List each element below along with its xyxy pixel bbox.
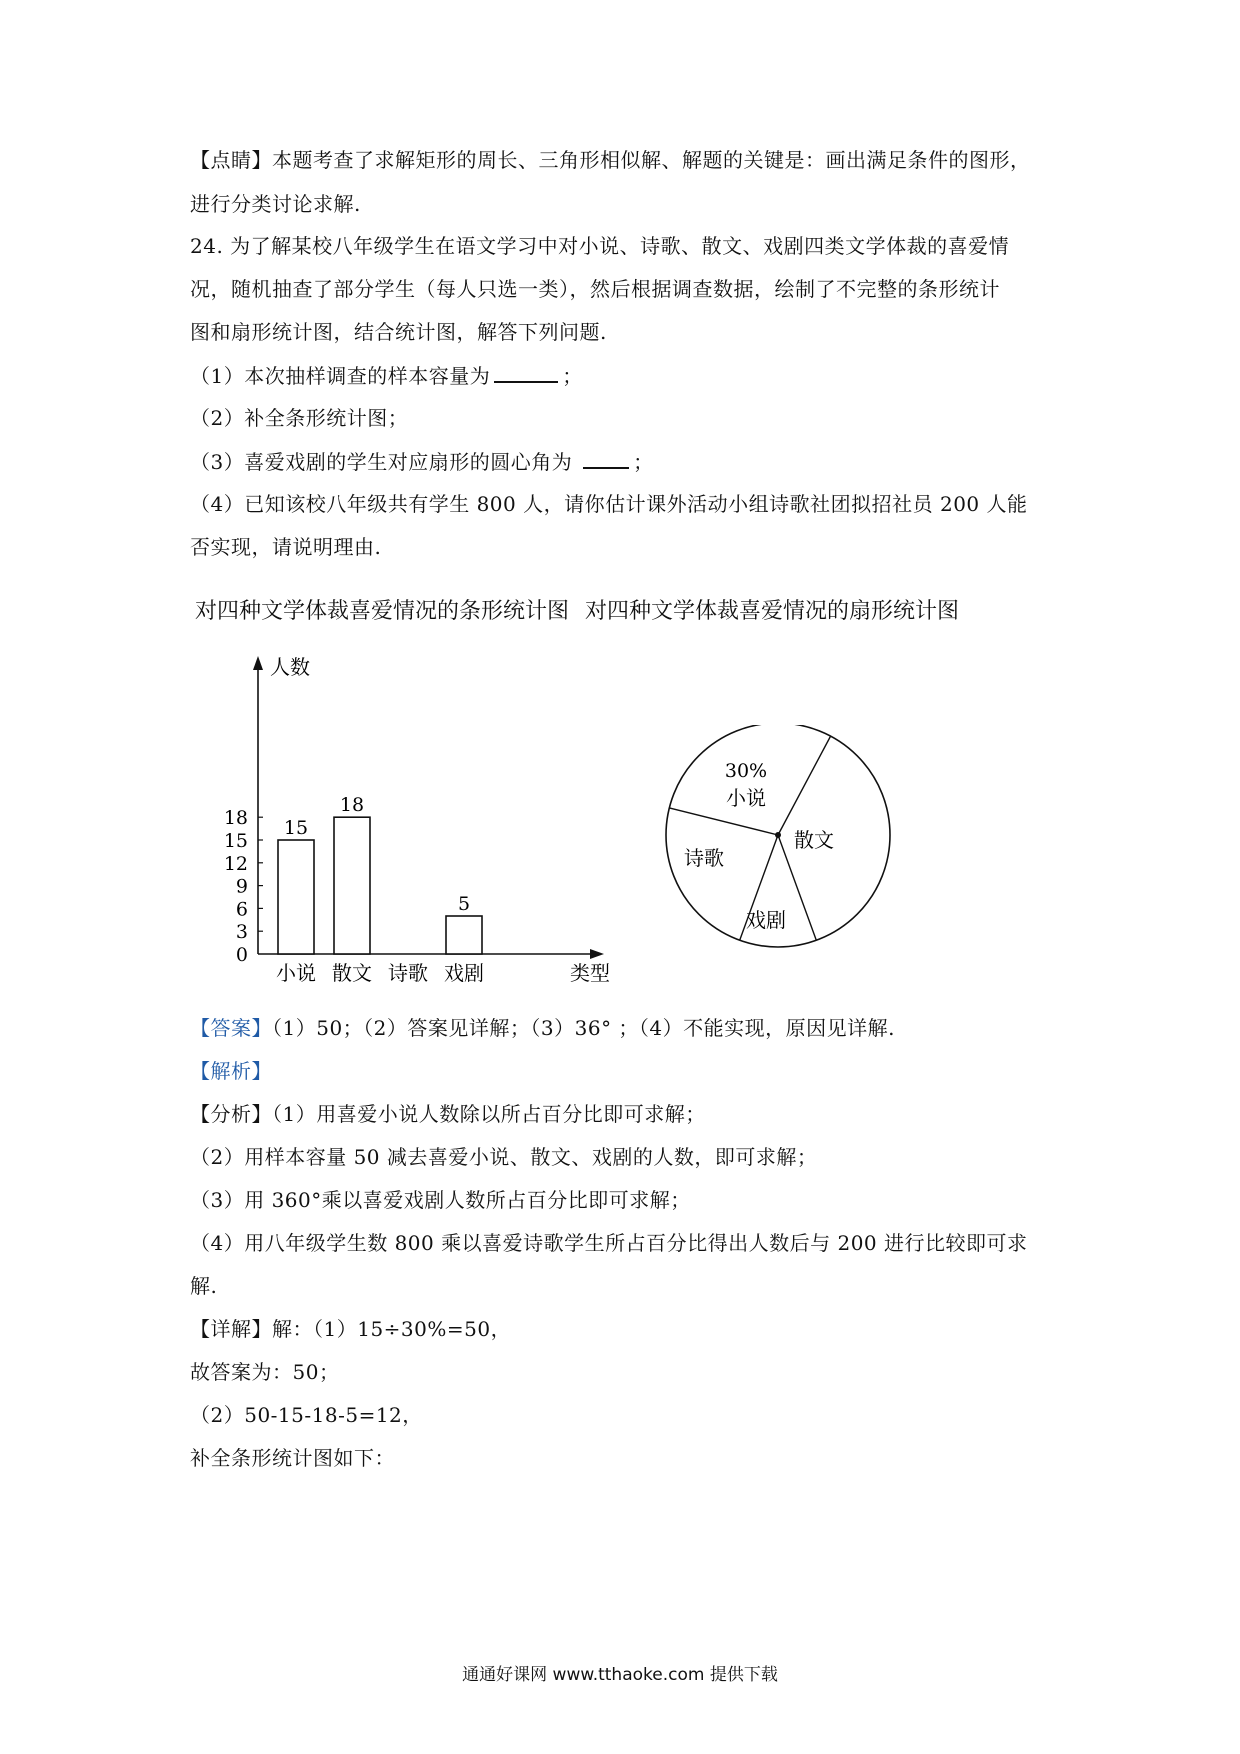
answer-blank-1: [494, 361, 558, 383]
x-tick-label: 小说: [276, 961, 316, 985]
chart-captions: [195, 594, 975, 625]
y-axis-label: 人数: [270, 655, 310, 679]
x-tick-label: 戏剧: [444, 961, 484, 985]
pie-slice-label: 诗歌: [684, 846, 724, 870]
bar-data-label: 15: [283, 817, 309, 839]
x-tick-label: 诗歌: [388, 961, 428, 985]
sub-question-1: [190, 361, 583, 390]
dianjing-line-2: 进行分类讨论求解.: [190, 192, 361, 216]
x-axis-arrow: [590, 949, 604, 959]
x-axis-label: 类型: [570, 961, 610, 985]
pie-chart: [660, 725, 900, 965]
answer-line: [190, 1014, 895, 1042]
pie-slice-label: 小说: [726, 786, 766, 810]
answer-text: （1）50；（2）答案见详解；（3）36° ；（4）不能实现，原因见详解.: [272, 1016, 896, 1040]
bar-data-label: 5: [457, 893, 471, 915]
question-24-line-3: 图和扇形统计图，结合统计图，解答下列问题.: [190, 320, 607, 344]
sub-question-3-end: ；: [633, 450, 654, 474]
sub-question-4-line-2: 否实现，请说明理由.: [190, 535, 382, 559]
xiangjie-line-1: 【详解】解：（1）15÷30%=50，: [190, 1317, 512, 1341]
pie-slice-label: 散文: [794, 828, 834, 852]
y-tick-label: 9: [235, 875, 248, 898]
jiexi-label: 【解析】: [190, 1059, 272, 1083]
y-tick-label: 6: [235, 898, 248, 921]
pie-slice-label: 戏剧: [746, 908, 786, 932]
y-tick-label: 0: [235, 944, 248, 966]
answer-label: 【答案】: [190, 1016, 272, 1040]
xiangjie-line-4: 补全条形统计图如下：: [190, 1446, 395, 1470]
bar: [334, 817, 370, 954]
fenxi-line-1: 【分析】（1）用喜爱小说人数除以所占百分比即可求解；: [190, 1102, 706, 1126]
sub-question-2: （2）补全条形统计图；: [190, 406, 409, 430]
pie-chart-title: 对四种文学体裁喜爱情况的扇形统计图: [585, 599, 960, 624]
question-24-line-2: 况，随机抽查了部分学生（每人只选一类），然后根据调查数据，绘制了不完整的条形统计: [190, 277, 1000, 301]
fenxi-line-4: （4）用八年级学生数 800 乘以喜爱诗歌学生所占百分比得出人数后与 200 进行比较即可求: [190, 1231, 1028, 1255]
pie-center: [775, 832, 781, 838]
pie-percent-label: 30%: [724, 760, 768, 782]
xiangjie-line-2: 故答案为：50；: [190, 1360, 340, 1384]
question-24-line-1: 24. 为了解某校八年级学生在语文学习中对小说、诗歌、散文、戏剧四类文学体裁的喜爱情: [190, 234, 1010, 258]
bar-data-label: 18: [339, 794, 365, 817]
sub-question-3: [190, 447, 654, 476]
bar: [446, 916, 482, 954]
xiangjie-line-3: （2）50-15-18-5=12，: [190, 1403, 423, 1427]
dianjing-line-1: 【点睛】本题考查了求解矩形的周长、三角形相似解、解题的关键是：画出满足条件的图形，: [190, 148, 1031, 172]
y-axis-arrow: [253, 656, 263, 670]
y-tick-label: 3: [235, 921, 248, 944]
sub-question-3-text: （3）喜爱戏剧的学生对应扇形的圆心角为: [190, 450, 580, 474]
x-tick-label: 散文: [332, 961, 372, 985]
bar: [278, 840, 314, 954]
fenxi-line-5: 解.: [190, 1274, 218, 1298]
bar-chart: [210, 650, 630, 1000]
fenxi-line-3: （3）用 360°乘以喜爱戏剧人数所占百分比即可求解；: [190, 1188, 691, 1212]
answer-blank-3: [583, 447, 629, 469]
y-tick-label: 15: [223, 830, 248, 852]
y-tick-label: 18: [223, 807, 248, 830]
fenxi-line-2: （2）用样本容量 50 减去喜爱小说、散文、戏剧的人数，即可求解；: [190, 1145, 818, 1169]
bar-chart-title: 对四种文学体裁喜爱情况的条形统计图: [195, 599, 570, 624]
y-tick-label: 12: [223, 852, 248, 875]
sub-question-1-text: （1）本次抽样调查的样本容量为: [190, 364, 491, 388]
sub-question-4-line-1: （4）已知该校八年级共有学生 800 人，请你估计课外活动小组诗歌社团拟招社员 200 人能: [190, 492, 1028, 516]
sub-question-1-end: ；: [562, 364, 583, 388]
footer: 通通好课网 www.tthaoke.com 提供下载: [462, 1665, 778, 1685]
